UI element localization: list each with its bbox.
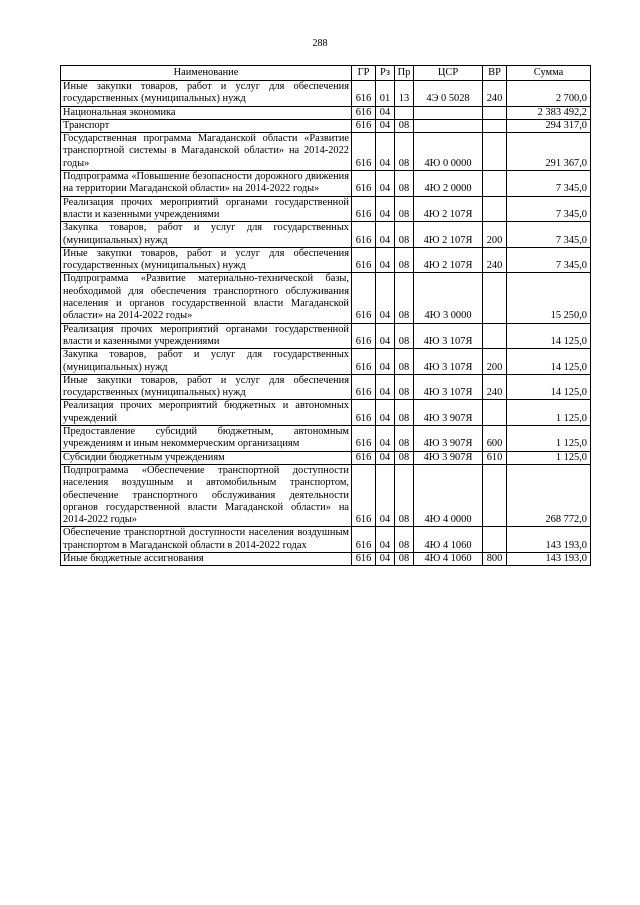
row-pr	[395, 106, 414, 119]
row-csr: 4Ю 4 0000	[414, 464, 483, 526]
row-vr	[483, 527, 507, 553]
row-csr: 4Ю 3 107Я	[414, 323, 483, 349]
row-name: Иные бюджетные ассигнования	[61, 552, 352, 565]
table-header	[61, 66, 591, 81]
row-pr: 08	[395, 374, 414, 400]
row-rz: 04	[376, 323, 395, 349]
row-vr	[483, 400, 507, 426]
row-name: Реализация прочих мероприятий бюджетных и автономных учреждений	[61, 400, 352, 426]
row-vr	[483, 464, 507, 526]
row-name: Предоставление субсидий бюджетным, автономным учреждениям и иным некоммерческим организациям	[61, 426, 352, 452]
row-name: Государственная программа Магаданской области «Развитие транспортной системы в Магаданской области» на 2014-2022 годы»	[61, 133, 352, 171]
row-gr: 616	[352, 527, 376, 553]
row-pr: 08	[395, 196, 414, 222]
row-vr	[483, 273, 507, 323]
row-name: Подпрограмма «Обеспечение транспортной доступности населения воздушным и автомобильным транспортом, обеспечение транспортного обслуживания деятельности органов государственной власти Магаданской области» на 2014-2022 годы»	[61, 464, 352, 526]
row-rz: 04	[376, 451, 395, 464]
row-sum: 291 367,0	[507, 133, 591, 171]
table-row	[61, 400, 591, 426]
row-gr: 616	[352, 81, 376, 107]
column-header-sum: Сумма	[507, 66, 591, 81]
row-vr: 240	[483, 81, 507, 107]
table-row	[61, 247, 591, 273]
header-row	[61, 66, 591, 81]
row-name: Национальная экономика	[61, 106, 352, 119]
row-gr: 616	[352, 133, 376, 171]
row-name: Реализация прочих мероприятий органами государственной власти и казенными учреждениями	[61, 323, 352, 349]
row-pr: 08	[395, 171, 414, 197]
row-csr: 4Ю 2 107Я	[414, 222, 483, 248]
row-pr: 08	[395, 273, 414, 323]
row-csr: 4Ю 2 107Я	[414, 196, 483, 222]
row-rz: 01	[376, 81, 395, 107]
row-csr: 4Ю 0 0000	[414, 133, 483, 171]
budget-table	[60, 65, 591, 566]
row-vr	[483, 106, 507, 119]
row-gr: 616	[352, 171, 376, 197]
row-name: Иные закупки товаров, работ и услуг для обеспечения государственных (муниципальных) нужд	[61, 247, 352, 273]
row-rz: 04	[376, 349, 395, 375]
row-gr: 616	[352, 119, 376, 132]
row-gr: 616	[352, 222, 376, 248]
row-csr: 4Ю 4 1060	[414, 527, 483, 553]
row-gr: 616	[352, 247, 376, 273]
row-pr: 08	[395, 349, 414, 375]
table-row	[61, 451, 591, 464]
row-csr: 4Ю 2 107Я	[414, 247, 483, 273]
column-header-pr: Пр	[395, 66, 414, 81]
table-row	[61, 273, 591, 323]
row-sum: 7 345,0	[507, 196, 591, 222]
table-row	[61, 426, 591, 452]
row-rz: 04	[376, 133, 395, 171]
row-rz: 04	[376, 106, 395, 119]
row-vr: 800	[483, 552, 507, 565]
row-gr: 616	[352, 464, 376, 526]
row-pr: 13	[395, 81, 414, 107]
row-gr: 616	[352, 323, 376, 349]
row-rz: 04	[376, 400, 395, 426]
row-name: Подпрограмма «Повышение безопасности дорожного движения на территории Магаданской области» на 2014-2022 годы»	[61, 171, 352, 197]
row-rz: 04	[376, 426, 395, 452]
row-sum: 143 193,0	[507, 552, 591, 565]
row-vr	[483, 133, 507, 171]
row-sum: 1 125,0	[507, 426, 591, 452]
row-csr	[414, 106, 483, 119]
row-vr: 200	[483, 349, 507, 375]
row-csr: 4Ю 3 907Я	[414, 451, 483, 464]
row-csr	[414, 119, 483, 132]
row-csr: 4Ю 3 907Я	[414, 426, 483, 452]
row-pr: 08	[395, 426, 414, 452]
row-rz: 04	[376, 119, 395, 132]
page-number: 288	[312, 38, 328, 49]
row-pr: 08	[395, 119, 414, 132]
row-vr: 200	[483, 222, 507, 248]
row-name: Субсидии бюджетным учреждениям	[61, 451, 352, 464]
row-rz: 04	[376, 196, 395, 222]
row-csr: 4Ю 3 0000	[414, 273, 483, 323]
row-sum: 7 345,0	[507, 222, 591, 248]
row-csr: 4Ю 4 1060	[414, 552, 483, 565]
row-pr: 08	[395, 400, 414, 426]
row-gr: 616	[352, 349, 376, 375]
row-vr: 240	[483, 374, 507, 400]
row-sum: 7 345,0	[507, 171, 591, 197]
row-sum: 15 250,0	[507, 273, 591, 323]
row-gr: 616	[352, 400, 376, 426]
table-row	[61, 133, 591, 171]
table-row	[61, 222, 591, 248]
row-vr: 240	[483, 247, 507, 273]
row-sum: 14 125,0	[507, 374, 591, 400]
row-sum: 2 383 492,2	[507, 106, 591, 119]
row-gr: 616	[352, 426, 376, 452]
table-row	[61, 196, 591, 222]
table-row	[61, 527, 591, 553]
row-sum: 2 700,0	[507, 81, 591, 107]
row-sum: 143 193,0	[507, 527, 591, 553]
row-name: Закупка товаров, работ и услуг для государственных (муниципальных) нужд	[61, 349, 352, 375]
column-header-csr: ЦСР	[414, 66, 483, 81]
row-csr: 4Ю 3 107Я	[414, 374, 483, 400]
row-pr: 08	[395, 323, 414, 349]
row-sum: 1 125,0	[507, 451, 591, 464]
row-pr: 08	[395, 222, 414, 248]
table-row	[61, 374, 591, 400]
row-gr: 616	[352, 106, 376, 119]
row-gr: 616	[352, 196, 376, 222]
row-name: Закупка товаров, работ и услуг для государственных (муниципальных) нужд	[61, 222, 352, 248]
column-header-gr: ГР	[352, 66, 376, 81]
row-rz: 04	[376, 552, 395, 565]
row-sum: 268 772,0	[507, 464, 591, 526]
row-pr: 08	[395, 464, 414, 526]
table-row	[61, 349, 591, 375]
row-vr: 610	[483, 451, 507, 464]
row-rz: 04	[376, 171, 395, 197]
row-vr	[483, 171, 507, 197]
row-rz: 04	[376, 247, 395, 273]
table-body	[61, 81, 591, 566]
table-row	[61, 119, 591, 132]
row-csr: 4Ю 3 107Я	[414, 349, 483, 375]
table-row	[61, 464, 591, 526]
row-pr: 08	[395, 247, 414, 273]
row-name: Иные закупки товаров, работ и услуг для обеспечения государственных (муниципальных) нужд	[61, 81, 352, 107]
row-gr: 616	[352, 374, 376, 400]
row-vr	[483, 323, 507, 349]
row-vr	[483, 196, 507, 222]
row-pr: 08	[395, 527, 414, 553]
row-sum: 294 317,0	[507, 119, 591, 132]
row-name: Обеспечение транспортной доступности населения воздушным транспортом в Магаданской области в 2014-2022 годах	[61, 527, 352, 553]
row-vr	[483, 119, 507, 132]
row-name: Реализация прочих мероприятий органами государственной власти и казенными учреждениями	[61, 196, 352, 222]
column-header-vr: ВР	[483, 66, 507, 81]
row-rz: 04	[376, 527, 395, 553]
column-header-name: Наименование	[61, 66, 352, 81]
row-sum: 14 125,0	[507, 349, 591, 375]
row-name: Транспорт	[61, 119, 352, 132]
row-csr: 4Ю 3 907Я	[414, 400, 483, 426]
row-rz: 04	[376, 222, 395, 248]
table-row	[61, 323, 591, 349]
row-pr: 08	[395, 133, 414, 171]
row-vr: 600	[483, 426, 507, 452]
row-sum: 14 125,0	[507, 323, 591, 349]
row-name: Подпрограмма «Развитие материально-технической базы, необходимой для обеспечения транспортного обслуживания населения и органов государственной власти Магаданской области» на 2014-2022 годы»	[61, 273, 352, 323]
row-sum: 1 125,0	[507, 400, 591, 426]
row-rz: 04	[376, 273, 395, 323]
column-header-rz: Рз	[376, 66, 395, 81]
row-rz: 04	[376, 374, 395, 400]
table-row	[61, 552, 591, 565]
row-csr: 4Э 0 5028	[414, 81, 483, 107]
row-pr: 08	[395, 552, 414, 565]
row-csr: 4Ю 2 0000	[414, 171, 483, 197]
row-gr: 616	[352, 552, 376, 565]
table-row	[61, 171, 591, 197]
row-sum: 7 345,0	[507, 247, 591, 273]
row-rz: 04	[376, 464, 395, 526]
row-pr: 08	[395, 451, 414, 464]
table-row	[61, 81, 591, 107]
table-row	[61, 106, 591, 119]
row-gr: 616	[352, 273, 376, 323]
row-name: Иные закупки товаров, работ и услуг для обеспечения государственных (муниципальных) нужд	[61, 374, 352, 400]
row-gr: 616	[352, 451, 376, 464]
